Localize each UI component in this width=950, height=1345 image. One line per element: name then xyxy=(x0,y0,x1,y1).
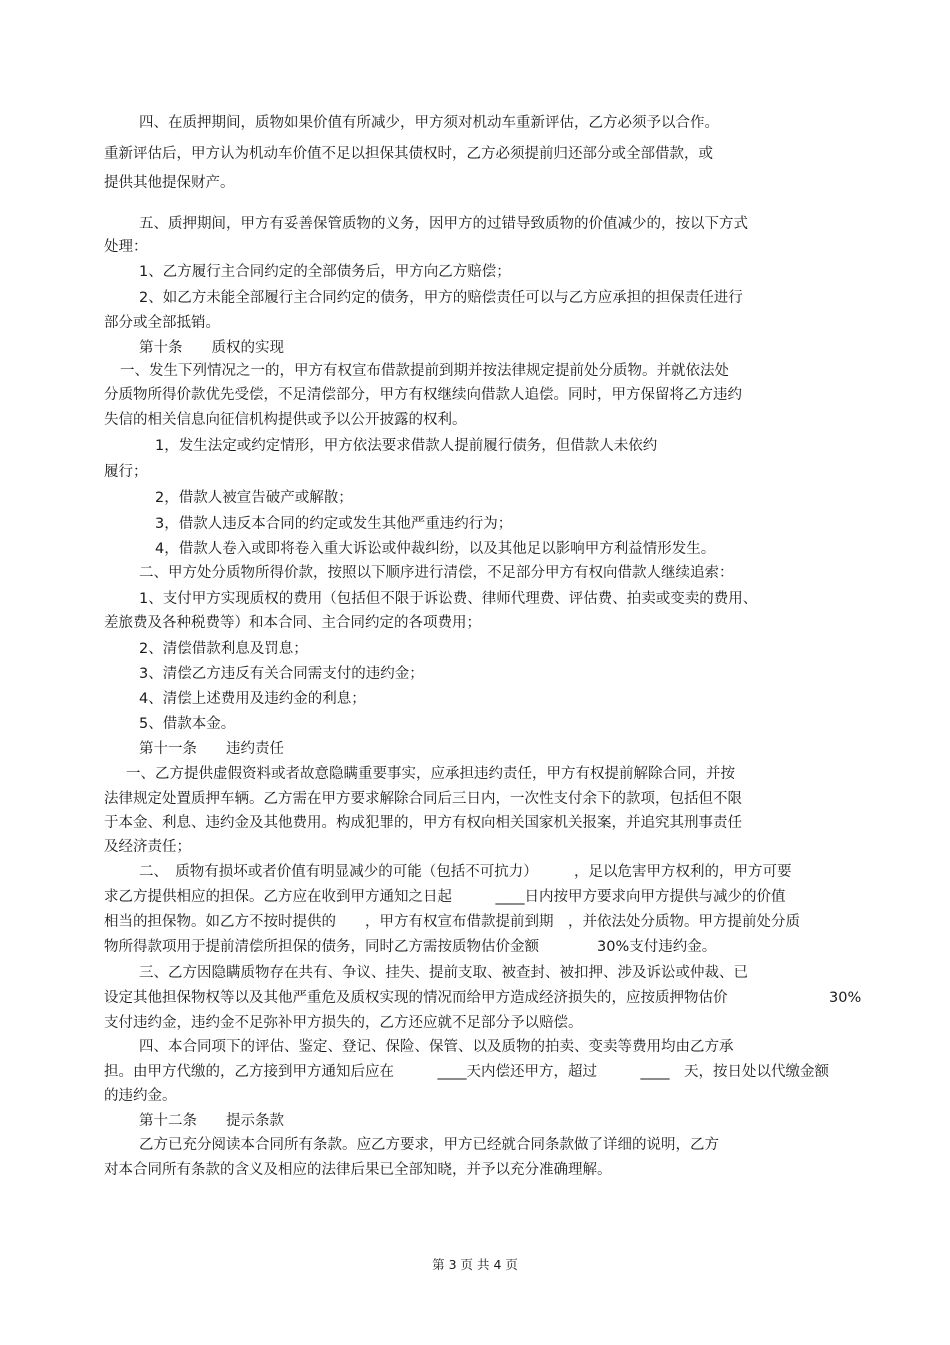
text-line: 于本金、利息、违约金及其他费用。构成犯罪的，甲方有权向相关国家机关报案，并追究其刑事责任 xyxy=(104,815,742,831)
text-line: 的违约金。 xyxy=(104,1088,177,1104)
text-line: 处理： xyxy=(104,239,148,255)
text-line: 4，借款人卷入或即将卷入重大诉讼或仲裁纠纷，以及其他足以影响甲方利益情形发生。 xyxy=(155,541,716,557)
text-line: 分质物所得价款优先受偿，不足清偿部分，甲方有权继续向借款人追偿。同时，甲方保留将乙方违约 xyxy=(104,387,742,403)
text-line: 二、 质物有损坏或者价值有明显减少的可能（包括不可抗力） ，足以危害甲方权利的，甲方可要 xyxy=(139,864,792,880)
text-line: 求乙方提供相应的担保。乙方应在收到甲方通知之日起 ____日内按甲方要求向甲方提供与减少的价值 xyxy=(104,889,786,905)
text-line: 差旅费及各种税费等）和本合同、主合同约定的各项费用； xyxy=(104,615,481,631)
text-line: 二、甲方处分质物所得价款，按照以下顺序进行清偿，不足部分甲方有权向借款人继续追索： xyxy=(139,565,734,581)
text-line: 对本合同所有条款的含义及相应的法律后果已全部知晓，并予以充分准确理解。 xyxy=(104,1162,612,1178)
text-line: 2，借款人被宣告破产或解散； xyxy=(155,490,353,506)
text-line: 1、乙方履行主合同约定的全部债务后，甲方向乙方赔偿； xyxy=(139,264,511,280)
text-line: 5、借款本金。 xyxy=(139,716,236,732)
text-line: 担。由甲方代缴的，乙方接到甲方通知后应在 ____天内偿还甲方，超过 ____ 天，按日处以代缴金额 xyxy=(104,1064,829,1080)
text-line: 一、发生下列情况之一的，甲方有权宣布借款提前到期并按法律规定提前处分质物。并就依法处 xyxy=(120,363,729,379)
text-line: 四、在质押期间，质物如果价值有所减少，甲方须对机动车重新评估，乙方必须予以合作。 xyxy=(139,115,719,131)
section-heading: 第十一条 违约责任 xyxy=(139,741,284,757)
text-line: 及经济责任； xyxy=(104,839,191,855)
text-line: 一、乙方提供虚假资料或者故意隐瞒重要事实，应承担违约责任，甲方有权提前解除合同，并按 xyxy=(126,766,735,782)
text-line: 3，借款人违反本合同的约定或发生其他严重违约行为； xyxy=(155,516,513,532)
text-line: 失信的相关信息向征信机构提供或予以公开披露的权利。 xyxy=(104,412,467,428)
section-heading: 第十条 质权的实现 xyxy=(139,340,284,356)
text-line: 提供其他提保财产。 xyxy=(104,175,235,191)
text-line: 四、本合同项下的评估、鉴定、登记、保险、保管、以及质物的拍卖、变卖等费用均由乙方承 xyxy=(139,1039,734,1055)
text-line: 设定其他担保物权等以及其他严重危及质权实现的情况而给甲方造成经济损失的，应按质押物估价 xyxy=(104,990,728,1006)
text-line: 履行； xyxy=(104,464,148,480)
section-heading: 第十二条 提示条款 xyxy=(139,1113,284,1129)
text-line: 部分或全部抵销。 xyxy=(104,315,220,331)
text-line: 30% xyxy=(829,990,862,1006)
text-line: 乙方已充分阅读本合同所有条款。应乙方要求，甲方已经就合同条款做了详细的说明，乙方 xyxy=(139,1137,719,1153)
text-line: 3、清偿乙方违反有关合同需支付的违约金； xyxy=(139,666,424,682)
text-line: 相当的担保物。如乙方不按时提供的 ，甲方有权宣布借款提前到期 ，并依法处分质物。甲方提前处分质 xyxy=(104,914,800,930)
text-line: 1，发生法定或约定情形，甲方依法要求借款人提前履行债务，但借款人未依约 xyxy=(155,438,658,454)
text-line: 三、乙方因隐瞒质物存在共有、争议、挂失、提前支取、被查封、被扣押、涉及诉讼或仲裁、已 xyxy=(139,965,748,981)
text-line: 物所得款项用于提前清偿所担保的债务，同时乙方需按质物估价金额 30%支付违约金。 xyxy=(104,939,717,955)
page-footer: 第 3 页 共 4 页 xyxy=(432,1257,518,1272)
text-line: 五、质押期间，甲方有妥善保管质物的义务，因甲方的过错导致质物的价值减少的，按以下方式 xyxy=(139,216,748,232)
text-line: 2、如乙方未能全部履行主合同约定的债务，甲方的赔偿责任可以与乙方应承担的担保责任进行 xyxy=(139,290,743,306)
text-line: 4、清偿上述费用及违约金的利息； xyxy=(139,691,366,707)
text-line: 支付违约金，违约金不足弥补甲方损失的，乙方还应就不足部分予以赔偿。 xyxy=(104,1015,583,1031)
text-line: 2、清偿借款利息及罚息； xyxy=(139,641,308,657)
text-line: 重新评估后，甲方认为机动车价值不足以担保其债权时，乙方必须提前归还部分或全部借款，或 xyxy=(104,146,713,162)
text-line: 1、支付甲方实现质权的费用（包括但不限于诉讼费、律师代理费、评估费、拍卖或变卖的费用、 xyxy=(139,591,758,607)
text-line: 法律规定处置质押车辆。乙方需在甲方要求解除合同后三日内，一次性支付余下的款项，包括但不限 xyxy=(104,791,742,807)
